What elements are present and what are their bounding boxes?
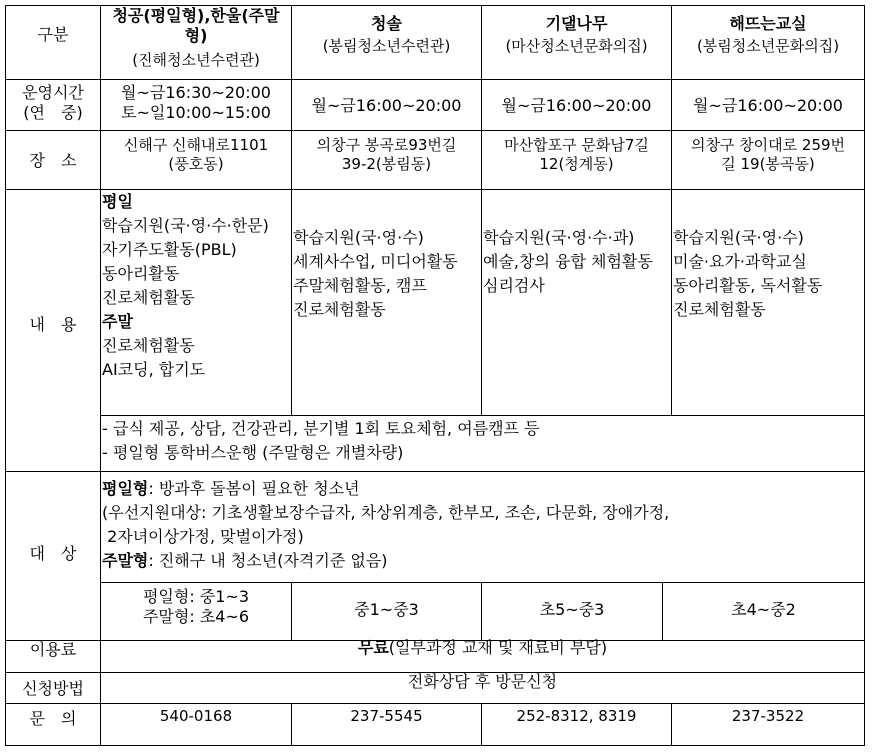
contact-program-2-text: 237-5545	[350, 707, 423, 725]
content-weekend-item-1: 진로체험활동	[102, 336, 195, 355]
fee-label	[6, 637, 100, 660]
target-weekend-text: : 진해구 내 청소년(자격기준 없음)	[148, 551, 388, 570]
contact-program-4	[672, 707, 864, 725]
target-grade-4	[663, 597, 864, 620]
divider-target-grades	[100, 582, 865, 583]
divider-row-content	[5, 471, 865, 472]
apply-value	[101, 669, 864, 692]
contact-program-3	[482, 707, 671, 725]
content-weekend-item-2: AI코딩, 합기도	[102, 360, 206, 379]
hours-program-3-text: 월~금16:00~20:00	[501, 96, 652, 115]
content-common	[101, 417, 864, 465]
location-label-text: 장 소	[29, 151, 77, 170]
apply-label	[6, 676, 100, 699]
content-weekday-item-2: 동아리활동	[102, 264, 180, 283]
location-program-1	[101, 136, 291, 174]
location-program-2	[292, 136, 481, 174]
content-program-2	[292, 226, 481, 322]
location-program-3-line2: 12(청계동)	[539, 155, 614, 173]
hours-label-line2: (연 중)	[23, 103, 83, 122]
contact-label-text: 문 의	[29, 709, 77, 728]
contact-label	[6, 706, 100, 729]
content-program-2-item-3: 주말체험활동, 캠프	[293, 276, 427, 295]
target-grade-1	[101, 587, 291, 627]
header-program-4-venue: (봉림청소년문화의집)	[696, 37, 840, 55]
content-program-2-item-4: 진로체험활동	[293, 300, 386, 319]
location-program-4-line1: 의창구 창이대로 259번	[690, 136, 846, 154]
contact-program-3-text: 252-8312, 8319	[516, 707, 637, 725]
target-priority-line2: 2자녀이상가정, 맞벌이가정)	[102, 527, 304, 546]
content-weekday-item-3: 진로체험활동	[102, 288, 195, 307]
target-weekend-line	[102, 549, 863, 573]
content-weekday-heading: 평일	[102, 192, 133, 211]
content-program-3-item-3: 심리검사	[483, 276, 545, 295]
target-label	[6, 541, 100, 564]
location-program-4	[672, 136, 864, 174]
hours-program-2	[292, 93, 481, 116]
location-program-1-line2: (풍호동)	[168, 155, 224, 173]
content-weekday-item-1: 학습지원(국·영·수·한문) 자기주도활동(PBL)	[102, 216, 269, 259]
content-program-4-item-2: 미술·요가·과학교실	[673, 252, 807, 271]
hours-program-3	[482, 93, 671, 116]
contact-program-4-text: 237-3522	[731, 707, 805, 725]
target-grade-4-text: 초4~중2	[731, 600, 796, 619]
hours-program-1-line1: 월~금16:30~20:00	[121, 83, 271, 102]
hours-label-line1: 운영시간	[22, 83, 84, 102]
fee-value-rest: (일부과정 교재 및 재료비 부담)	[388, 638, 608, 657]
divider-col-3-4	[671, 5, 672, 416]
target-grade-3	[482, 597, 662, 620]
target-description	[101, 477, 864, 573]
content-program-3-item-1: 학습지원(국·영·수·과)	[483, 228, 635, 247]
content-program-1	[101, 190, 291, 382]
fee-value	[101, 635, 864, 658]
target-weekday-label: 평일형	[102, 479, 149, 498]
header-program-1-name: 청공(평일형),한울(주말형)	[112, 6, 280, 45]
header-category	[6, 22, 100, 45]
header-program-3-venue: (마산청소년문화의집)	[505, 37, 648, 55]
target-priority-line1: (우선지원대상: 기초생활보장수급자, 차상위계층, 한부모, 조손, 다문화, 장애가정,	[102, 503, 670, 522]
target-weekday-line	[102, 477, 863, 501]
header-program-1-venue: (진해청소년수련관)	[132, 51, 260, 69]
content-label-text: 내 용	[29, 315, 77, 334]
content-program-3-item-2: 예술,창의 융합 체험활동	[483, 252, 653, 271]
header-program-3-name: 기댈나무	[545, 14, 608, 33]
header-program-2	[292, 14, 481, 56]
target-grade-2-text: 중1~중3	[354, 600, 419, 619]
location-program-4-line2: 길 19(봉곡동)	[721, 155, 815, 173]
fee-label-text: 이용료	[29, 640, 77, 659]
hours-program-2-text: 월~금16:00~20:00	[311, 96, 462, 115]
target-grade-2	[292, 597, 481, 620]
hours-program-4-text: 월~금16:00~20:00	[693, 96, 843, 115]
content-program-2-item-2: 세계사수업, 미디어활동	[293, 252, 458, 271]
location-program-2-line2: 39-2(봉림동)	[341, 155, 432, 173]
content-common-item-2: - 평일형 통학버스운행 (주말형은 개별차량)	[102, 443, 404, 462]
apply-label-text: 신청방법	[22, 679, 84, 698]
content-program-4-item-4: 진로체험활동	[673, 300, 766, 319]
content-weekend-heading: 주말	[102, 312, 133, 331]
hours-program-1	[101, 83, 291, 123]
content-label	[6, 312, 100, 335]
location-program-3-line1: 마산합포구 문화남7길	[504, 136, 649, 154]
location-program-3	[482, 136, 671, 174]
apply-value-text: 전화상담 후 방문신청	[407, 672, 558, 691]
location-label	[6, 148, 100, 171]
hours-label	[6, 83, 100, 123]
header-program-3	[482, 14, 671, 56]
header-program-1	[101, 6, 291, 79]
content-program-2-item-1: 학습지원(국·영·수)	[293, 228, 424, 247]
target-weekend-label: 주말형	[102, 551, 149, 570]
header-program-4-name: 해뜨는교실	[729, 14, 807, 33]
content-program-4-item-3: 동아리활동, 독서활동	[673, 276, 823, 295]
hours-program-4	[672, 93, 864, 116]
header-category-text: 구분	[37, 25, 69, 44]
divider-row-hours	[5, 130, 865, 131]
border-right	[864, 5, 865, 746]
contact-program-2	[292, 707, 481, 725]
target-weekday-text: : 방과후 돌봄이 필요한 청소년	[148, 479, 360, 498]
target-label-text: 대 상	[29, 544, 77, 563]
target-grade-1-line1: 평일형: 중1~3	[142, 587, 250, 606]
content-program-4	[672, 226, 864, 322]
header-program-2-venue: (봉림청소년수련관)	[322, 37, 451, 55]
contact-program-1-text: 540-0168	[159, 707, 233, 725]
fee-value-strong: 무료	[357, 638, 389, 657]
location-program-2-line1: 의창구 봉곡로93번길	[316, 136, 457, 154]
header-program-2-name: 청솔	[371, 14, 402, 33]
content-program-3	[482, 226, 671, 298]
divider-row-header	[5, 79, 865, 80]
content-common-item-1: - 급식 제공, 상담, 건강관리, 분기별 1회 토요체험, 여름캠프 등	[102, 419, 540, 438]
divider-col-2-3	[481, 5, 482, 416]
target-grade-3-text: 초5~중3	[539, 600, 605, 619]
header-program-4	[672, 14, 864, 56]
contact-program-1	[101, 707, 291, 725]
location-program-1-line1: 신해구 신해내로1101	[123, 136, 269, 154]
target-grade-1-line2: 주말형: 초4~6	[142, 607, 250, 626]
divider-row-apply	[5, 703, 865, 704]
border-bottom	[5, 745, 865, 746]
divider-content-common	[100, 415, 865, 416]
divider-col-1-2	[291, 5, 292, 416]
hours-program-1-line2: 토~일10:00~15:00	[121, 103, 271, 122]
content-program-4-item-1: 학습지원(국·영·수)	[673, 228, 804, 247]
